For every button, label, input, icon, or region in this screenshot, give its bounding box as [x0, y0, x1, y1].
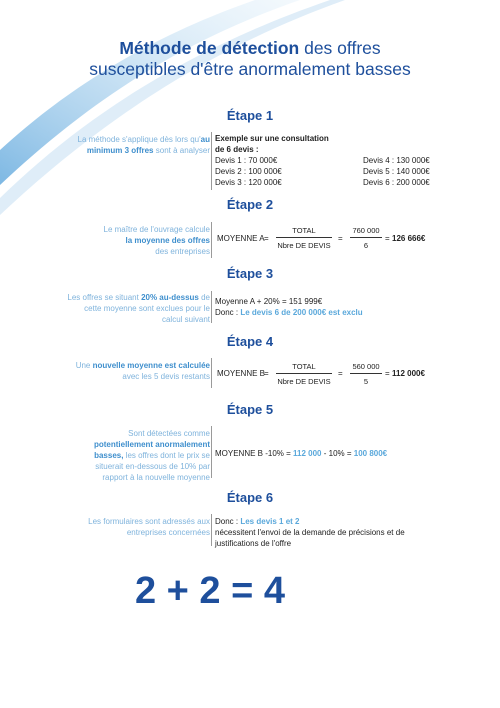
- step-3-divider: [211, 291, 212, 323]
- step-4-description: Une nouvelle moyenne est calculée avec les 5 devis restants: [75, 361, 210, 381]
- moyenne-b-result: 112 000€: [392, 369, 425, 378]
- step-1-example-title: Exemple sur une consultation de 6 devis :: [215, 134, 329, 154]
- step-2-description: Le maître de l'ouvrage calcule la moyenne des offres des entreprises: [103, 225, 210, 256]
- moyenne-a-result: 126 666€: [392, 234, 426, 243]
- step-6-description: Les formulaires sont adressés aux entreprises concernées: [88, 517, 210, 537]
- step-6-heading: Étape 6: [226, 490, 274, 505]
- moyenne-a-label: MOYENNE A: [217, 234, 265, 243]
- step-5-heading: Étape 5: [226, 402, 274, 417]
- step-6-line2: nécessitent l'envoi de la demande de précisions et de justifications de l'offre: [215, 528, 405, 548]
- devis-item: Devis 5 : 140 000€: [363, 167, 430, 176]
- equals-sign: =: [385, 369, 390, 378]
- equals-sign: =: [385, 234, 390, 243]
- page-title: Méthode de détection des offres susceptibles d'être anormalement basses: [89, 38, 411, 79]
- step-4-divider: [211, 358, 212, 388]
- step-5-divider: [211, 426, 212, 478]
- moyenne-b-label: MOYENNE B: [217, 369, 266, 378]
- fraction-total-devis: TOTAL Nbre DE DEVIS: [277, 362, 331, 386]
- step-5-description: Sont détectées comme potentiellement anormalement basses, les offres dont le prix se situerait en-dessous de 10% par rapport à la nouvelle moyenne: [93, 429, 210, 482]
- step-3-line1: Moyenne A + 20% = 151 999€: [215, 297, 323, 306]
- big-equation: 2 + 2 = 4: [134, 570, 285, 612]
- step-4-heading: Étape 4: [226, 334, 274, 349]
- fraction-values: $\frac{560 000}{5}$: [350, 362, 382, 386]
- step-6-line1: Donc : Les devis 1 et 2: [215, 517, 300, 526]
- step-1-devis-right: [363, 155, 430, 188]
- devis-item: Devis 6 : 200 000€: [363, 178, 430, 187]
- fraction-values: $\frac{760 000}{6}$: [350, 226, 382, 250]
- step-3-heading: Étape 3: [226, 266, 274, 281]
- devis-item: Devis 3 : 120 000€: [215, 178, 282, 187]
- equals-sign: =: [264, 369, 269, 378]
- equals-sign: =: [338, 234, 343, 243]
- step-1-heading: Étape 1: [226, 108, 274, 123]
- step-1-description: La méthode s'applique dès lors qu'au minimum 3 offres sont à analyser: [77, 135, 210, 155]
- equals-sign: =: [338, 369, 343, 378]
- devis-item: Devis 2 : 100 000€: [215, 167, 282, 176]
- step-3-line2: Donc : Le devis 6 de 200 000€ est exclu: [215, 308, 363, 317]
- step-2-heading: Étape 2: [226, 197, 274, 212]
- equals-sign: =: [264, 234, 269, 243]
- devis-item: Devis 4 : 130 000€: [363, 156, 430, 165]
- devis-item: Devis 1 : 70 000€: [215, 156, 278, 165]
- step-1-divider: [211, 132, 212, 190]
- step-1-devis-left: [215, 155, 282, 188]
- step-5-formula: MOYENNE B -10% = 112 000 - 10% = 100 800€: [215, 449, 388, 458]
- fraction-total-devis: TOTAL Nbre DE DEVIS: [277, 226, 331, 250]
- step-2-divider: [211, 222, 212, 258]
- step-6-divider: [211, 514, 212, 546]
- step-3-description: Les offres se situant 20% au-dessus de cette moyenne sont exclues pour le calcul suivant: [67, 293, 210, 324]
